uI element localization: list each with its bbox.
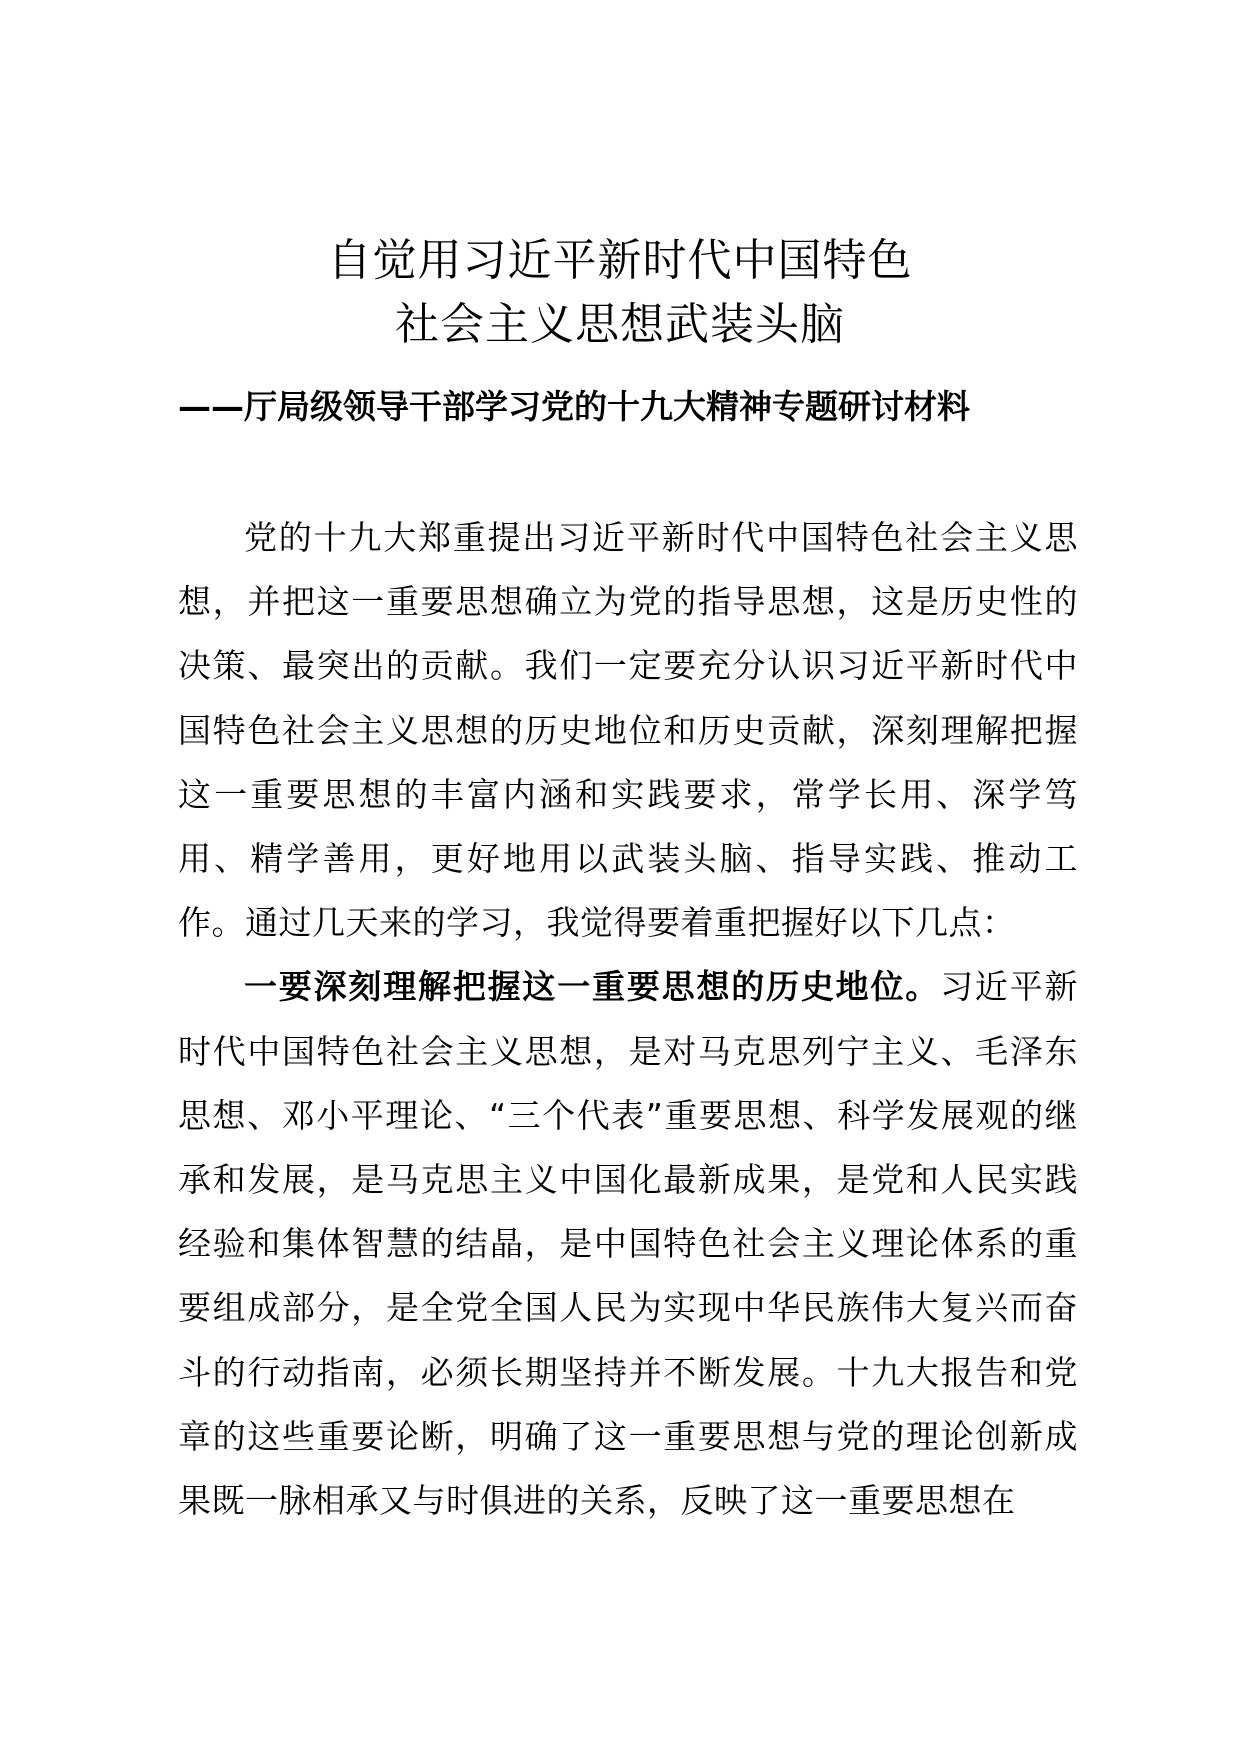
paragraph-intro	[178, 506, 1078, 955]
document-title-line-2: 社会主义思想武装头脑	[395, 299, 845, 350]
paragraph-intro-text: 党的十九大郑重提出习近平新时代中国特色社会主义思想，并把这一重要思想确立为党的指导思想，这是历史性的决策、最突出的贡献。我们一定要充分认识习近平新时代中国特色社会主义思想的历史地位和历史贡献，深刻理解把握这一重要思想的丰富内涵和实践要求，常学长用、深学笃用、精学善用，更好地用以武装头脑、指导实践、推动工作。通过几天来的学习，我觉得要着重把握好以下几点：	[178, 518, 1078, 943]
paragraph-point-one	[178, 955, 1078, 1533]
document-body	[178, 506, 1078, 1533]
document-title-line-1: 自觉用习近平新时代中国特色	[327, 235, 913, 286]
document-subtitle: ——厅局级领导干部学习党的十九大精神专题研讨材料	[178, 387, 970, 426]
paragraph-point-one-heading: 一要深刻理解把握这一重要思想的历史地位。	[244, 967, 941, 1007]
paragraph-point-one-text: 习近平新时代中国特色社会主义思想，是对马克思列宁主义、毛泽东思想、邓小平理论、“三个代表”重要思想、科学发展观的继承和发展，是马克思主义中国化最新成果，是党和人民实践经验和集体智慧的结晶，是中国特色社会主义理论体系的重要组成部分，是全党全国人民为实现中华民族伟大复兴而奋斗的行动指南，必须长期坚持并不断发展。十九大报告和党章的这些重要论断，明确了这一重要思想与党的理论创新成果既一脉相承又与时俱进的关系，反映了这一重要思想在	[178, 967, 1079, 1521]
